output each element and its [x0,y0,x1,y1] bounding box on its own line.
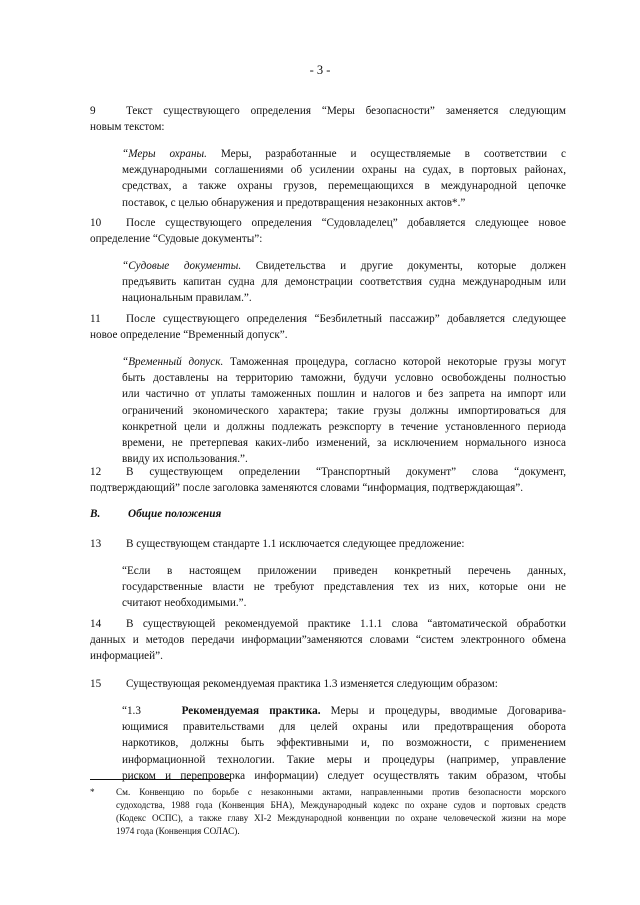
paragraph-10: 10 После существующего определения “Судовладелец” добавляется следующее новое определение “Судовые документы”: [90,217,566,246]
defined-term: “Временный допуск. [122,356,224,368]
defined-term: “Меры охраны. [122,148,207,160]
paragraph-11: 11 После существующего определения “Безбилетный пассажир” добавляется следующее новое определение “Временный допуск”. [90,313,566,342]
paragraph-number: 15 [90,678,102,690]
paragraph-number: 13 [90,538,102,550]
quoted-sentence: “Если в настоящем приложении приведен конкретный перечень данных, государственные власти не требуют представления тех из них, которые они не считают необходимыми.”. [122,565,566,610]
paragraph-13: 13 В существующем стандарте 1.1 исключается следующее предложение: [90,536,566,552]
footnote-mark: * [90,787,95,797]
section-heading [90,508,221,520]
definition-temporary-admission: “Временный допуск. Таможенная процедура, согласно которой некоторые грузы могут быть доставлены на территорию таможни, будучи условно освобождены полностью или частично от уплаты таможенных пошлин и налогов и без запрета на импорт или ограничений экономического характера; такие грузы должны импортироваться для конкретной цели и должны подлежать реэкспорту в течение установленного периода времени, не претерпевая каких-либо изменений, за исключением нормального износа ввиду их использования.”. [122,356,566,466]
practice-title: Рекомендуемая практика. [181,705,321,717]
definition-security-measures: “Меры охраны. Меры, разработанные и осуществляемые в соответствии с международными соглашениями об усилении охраны на судах, в портовых районах, средствах, а также охраны грузов, перемещающихся в международной цепочке поставок, с целью обнаружения и предотвращения незаконных актов*.” [122,148,566,209]
paragraph-12: 12 В существующем определении “Транспортный документ” слова “документ, подтверждающий” после заголовка заменяются словами “информация, подтверждающая”. [90,466,566,495]
paragraph-9: 9 Текст существующего определения “Меры безопасности” заменяется следующим новым текстом: [90,105,566,134]
defined-term: “Судовые документы. [122,260,242,272]
footnote-divider [90,779,230,780]
paragraph-number: 11 [90,313,101,325]
paragraph-15: 15 Существующая рекомендуемая практика 1.3 изменяется следующим образом: [90,676,566,692]
recommended-practice-1-3: “1.3 Рекомендуемая практика. Меры и процедуры, вводимые Договарива- ющимися правительствами для целей охраны или предотвращения оборота наркотиков, должны быть эффективными и, по возможности, с применением информационной технологии. Такие меры и процедуры (например, управление риском и перепроверка информации) следует осуществлять таким образом, чтобы [122,705,566,782]
section-number: B. [90,508,101,520]
definition-ship-documents: “Судовые документы. Свидетельства и другие документы, которые должен предъявить капитан судна для демонстрации соответствия судна международным или национальным правилам.”. [122,260,566,305]
paragraph-14: 14 В существующей рекомендуемой практике 1.1.1 слова “автоматической обработки данных и методов передачи информации”заменяются словами “систем электронного обмена информацией”. [90,618,566,663]
paragraph-number: 9 [90,105,96,117]
page-number: - 3 - [309,63,331,77]
section-title: Общие положения [128,508,222,520]
paragraph-number: 14 [90,618,102,630]
paragraph-number: 12 [90,466,102,478]
paragraph-number: 10 [90,217,102,229]
